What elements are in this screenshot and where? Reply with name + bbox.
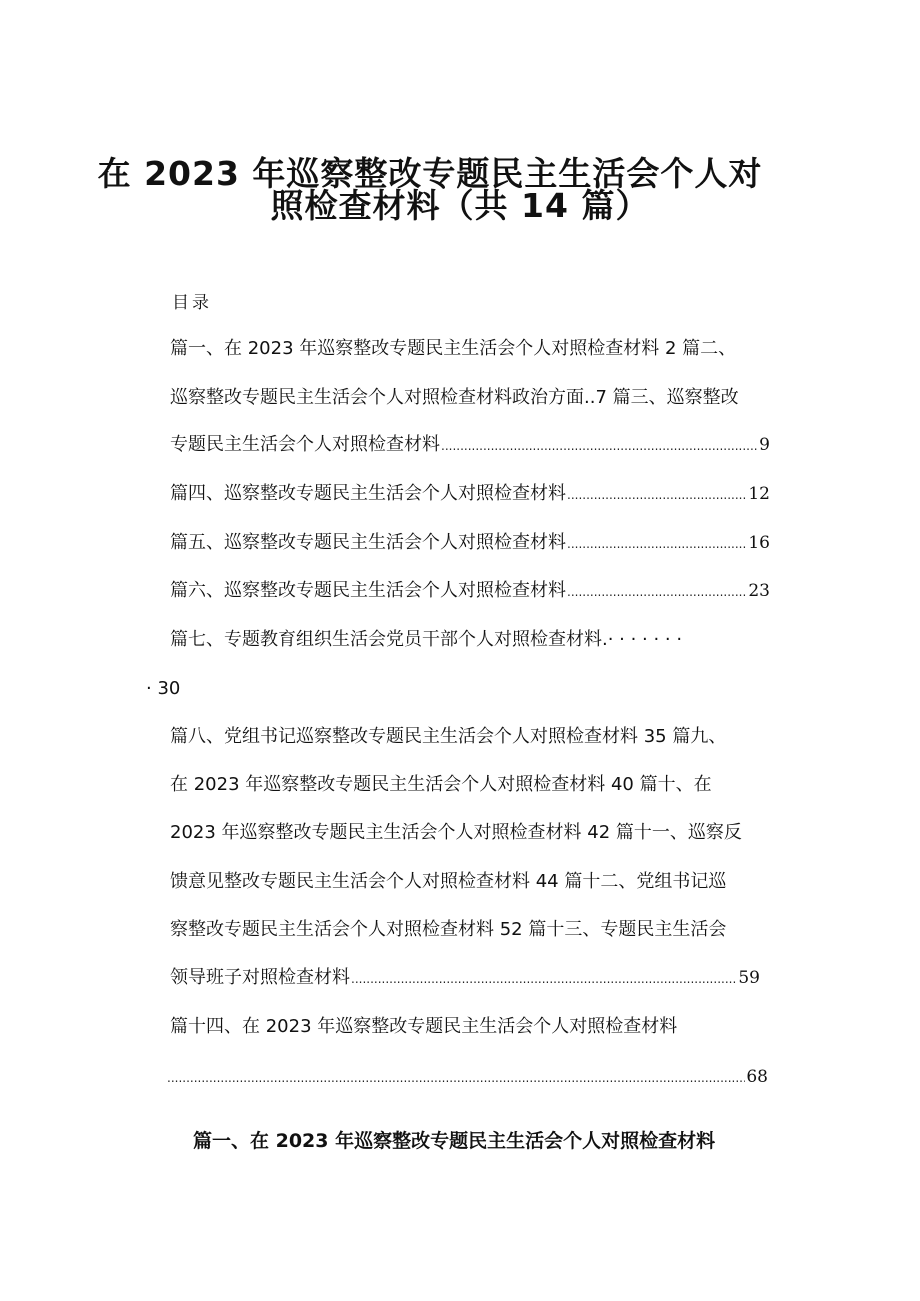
toc-entry <box>166 1064 768 1091</box>
toc-entry-title: 篇七、专题教育组织生活会党员干部个人对照检查材料.· · · · · · · <box>170 629 683 650</box>
toc-leader-dots <box>351 966 737 992</box>
toc-entry-title: 篇十四、在 2023 年巡察整改专题民主生活会个人对照检查材料 <box>170 1016 678 1037</box>
toc-entry-title: 领导班子对照检查材料 <box>170 967 350 988</box>
toc-line: 巡察整改专题民主生活会个人对照检查材料政治方面..7 篇三、巡察整改 <box>170 387 739 408</box>
toc-entry-title: 篇五、巡察整改专题民主生活会个人对照检查材料 <box>170 532 566 553</box>
toc-line: 在 2023 年巡察整改专题民主生活会个人对照检查材料 40 篇十、在 <box>170 774 712 795</box>
toc-entry <box>170 481 770 508</box>
document-title-line-1: 在 2023 年巡察整改专题民主生活会个人对 <box>97 154 763 193</box>
toc-entry-title: 篇六、巡察整改专题民主生活会个人对照检查材料 <box>170 580 566 601</box>
toc-entry <box>170 578 770 605</box>
document-title-line-2: 照检查材料（共 14 篇） <box>270 186 650 225</box>
toc-entry <box>170 965 760 992</box>
toc-entry <box>170 432 770 459</box>
toc-line: 篇八、党组书记巡察整改专题民主生活会个人对照检查材料 35 篇九、 <box>170 726 727 747</box>
toc-entry-title: 专题民主生活会个人对照检查材料 <box>170 434 440 455</box>
toc-entry <box>170 530 770 557</box>
toc-entry-page: 9 <box>759 435 770 455</box>
toc-leader-dots <box>567 531 747 557</box>
toc-entry-page: 59 <box>738 968 760 988</box>
toc-line: 2023 年巡察整改专题民主生活会个人对照检查材料 42 篇十一、巡察反 <box>170 822 742 843</box>
toc-leader-dots <box>167 1065 745 1091</box>
toc-entry-page: 12 <box>748 484 770 504</box>
toc-heading: 目录 <box>172 293 212 313</box>
toc-leader-dots <box>441 433 758 459</box>
toc-entry-page: 68 <box>746 1067 768 1087</box>
toc-entry-page: 16 <box>748 533 770 553</box>
toc-line: 馈意见整改专题民主生活会个人对照检查材料 44 篇十二、党组书记巡 <box>170 871 727 892</box>
section-heading: 篇一、在 2023 年巡察整改专题民主生活会个人对照检查材料 <box>193 1130 716 1152</box>
toc-entry-page: 23 <box>748 581 770 601</box>
toc-line: 察整改专题民主生活会个人对照检查材料 52 篇十三、专题民主生活会 <box>170 919 727 940</box>
toc-line: 篇一、在 2023 年巡察整改专题民主生活会个人对照检查材料 2 篇二、 <box>170 338 737 359</box>
toc-leader-dots <box>567 579 747 605</box>
toc-entry-page: · 30 <box>146 678 181 699</box>
toc-leader-dots <box>567 482 747 508</box>
toc-entry-title: 篇四、巡察整改专题民主生活会个人对照检查材料 <box>170 483 566 504</box>
